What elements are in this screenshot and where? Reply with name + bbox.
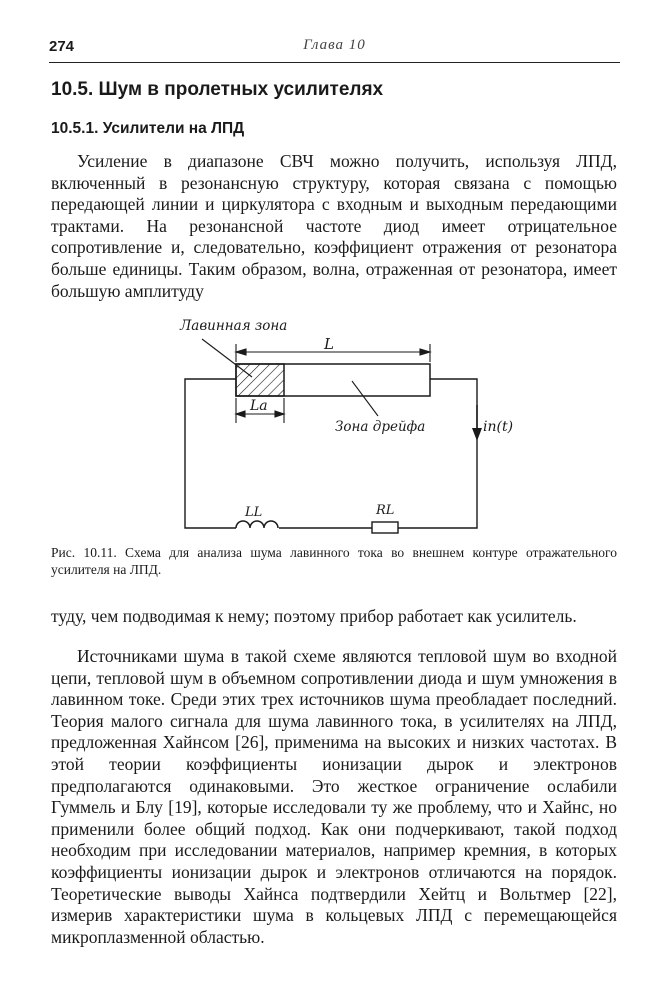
section-title: 10.5. Шум в пролетных усилителях — [51, 79, 384, 100]
inductor-symbol — [236, 521, 278, 528]
figure-caption: Рис. 10.11. Схема для анализа шума лавинного тока во внешнем контуре отражательного усилителя на ЛПД. — [51, 545, 617, 577]
paragraph-3: Источниками шума в такой схеме являются тепловой шум во входной цепи, тепловой шум в объемном сопротивлении диода и шум умножения в лавинном токе. Среди этих трех источников шума преобладает последний. Теория малого сигнала для шума лавинного тока, в усилителях на ЛПД, предложенная Хайнсом [26], применима на высоких и низких частотах. В этой теории коэффициенты ионизации дырок и электронов предполагаются одинаковыми. Это жесткое ограничение ослабили Гуммель и Блу [19], которые исследовали ту же проблему, что и Хайнс, но применили более общий подход. Как они подчеркивают, такой подход необходим при исследовании материалов, например кремния, в которых коэффициенты ионизации дырок и электронов отличаются на порядок. Теоретические выводы Хайнса подтвердили Хейтц и Вольтмер [22], измерив характеристики шума в кольцевых ЛПД с перемещающейся микроплазменной областью. — [51, 646, 617, 947]
drift-zone-label: Зона дрейфа — [335, 419, 426, 435]
resistor-symbol — [372, 522, 398, 533]
running-title: Глава 10 — [303, 37, 366, 53]
paragraph-2: туду, чем подводимая к нему; поэтому прибор работает как усилитель. — [51, 606, 577, 626]
current-arrow — [472, 405, 482, 441]
paragraph-1: Усиление в диапазоне СВЧ можно получить, используя ЛПД, включенный в резонансную структуру, которая связана с помощью передающей линии и циркулятора с входным и выходным передающими трактами. На резонансной частоте диод имеет отрицательное сопротивление и, следовательно, коэффициент отражения от резонатора больше единицы. Таким образом, волна, отраженная от резонатора, имеет большую амплитуду — [51, 151, 617, 301]
circuit-wires — [185, 379, 477, 528]
length-label: L — [324, 335, 334, 353]
resistance-label: RL — [376, 503, 395, 518]
current-label: iп(t) — [483, 419, 514, 435]
avalanche-length-label: La — [250, 398, 268, 414]
avalanche-zone-leader — [202, 339, 252, 377]
inductance-label: LL — [245, 505, 263, 520]
subsection-title: 10.5.1. Усилители на ЛПД — [51, 120, 245, 137]
avalanche-zone-label: Лавинная зона — [180, 318, 288, 334]
diode-avalanche-region — [236, 364, 284, 396]
page-number: 274 — [49, 38, 75, 55]
